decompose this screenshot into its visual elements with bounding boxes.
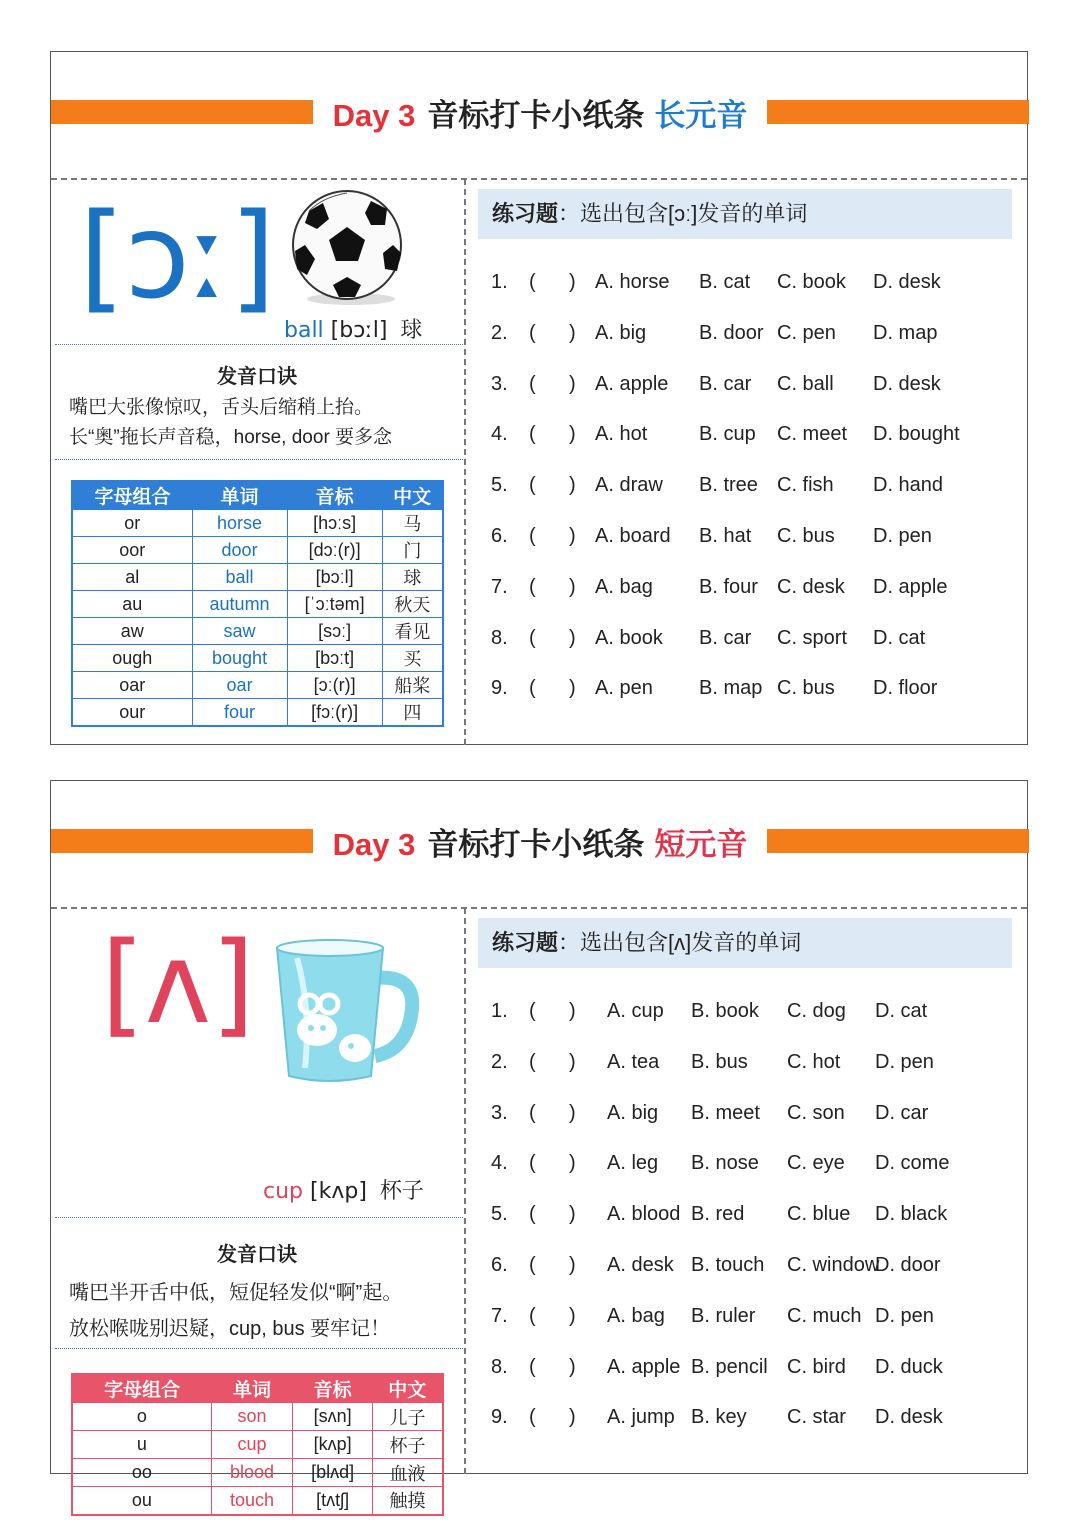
question-number: 9. [491, 677, 508, 700]
question-number: 6. [491, 1254, 508, 1276]
exercise-text: ：选出包含[ʌ]发音的单词 [558, 930, 802, 955]
table-cell: 血液 [372, 1459, 443, 1487]
table-cell: autumn [192, 591, 287, 618]
exercise-heading [478, 189, 1012, 239]
option-b: B. hat [699, 525, 752, 547]
option-a: A. apple [607, 1355, 681, 1378]
option-a: A. bag [607, 1304, 665, 1327]
table-cell: [kʌp] [293, 1431, 373, 1459]
option-d: D. car [875, 1101, 929, 1124]
option-b: B. touch [691, 1254, 765, 1276]
option-b: B. cat [699, 271, 751, 293]
option-c: C. meet [777, 423, 848, 446]
option-b: B. cup [699, 423, 756, 446]
option-b: B. car [699, 626, 752, 649]
example-word [284, 313, 422, 344]
table-cell: son [211, 1403, 292, 1431]
option-a: A. apple [595, 372, 669, 395]
table-cell: al [72, 564, 192, 591]
option-d: D. map [873, 321, 938, 344]
option-d: D. duck [875, 1355, 943, 1378]
table-row [72, 510, 443, 537]
question-item [491, 370, 993, 398]
table-cell: 买 [382, 645, 443, 672]
tips-title: 发音口诀 [217, 1244, 297, 1266]
table-cell: u [72, 1431, 211, 1459]
title-text: 音标打卡小纸条 [427, 98, 645, 133]
table-cell: ough [72, 645, 192, 672]
tips-line-2: 放松喉咙别迟疑，cup, bus 要牢记！ [69, 1318, 391, 1340]
example-word-ipa: [kʌp] [310, 1179, 367, 1204]
dotted-divider [55, 459, 463, 460]
phonetic-symbol: [ɔː] [79, 187, 276, 325]
option-d: D. come [875, 1152, 950, 1175]
table-row [72, 537, 443, 564]
option-c: C. son [787, 1101, 845, 1124]
option-c: C. bird [787, 1355, 846, 1378]
table-cell: or [72, 510, 192, 537]
question-item [491, 674, 993, 702]
answer-blank[interactable]: ( ) [529, 372, 576, 395]
question-item [491, 1048, 1005, 1076]
table-cell: 触摸 [372, 1487, 443, 1515]
question-item [491, 1302, 1005, 1330]
question-number: 2. [491, 321, 508, 344]
question-item [491, 268, 993, 296]
option-c: C. pen [777, 321, 836, 344]
option-b: B. nose [691, 1152, 759, 1175]
option-d: D. black [875, 1203, 948, 1226]
divider-vertical [464, 179, 466, 745]
table-cell: oar [192, 672, 287, 699]
tips-line-1: 嘴巴半开舌中低，短促轻发似“啊”起。 [69, 1282, 403, 1304]
question-item [491, 1251, 1005, 1279]
answer-blank[interactable]: ( ) [529, 575, 576, 598]
table-cell: cup [211, 1431, 292, 1459]
title-text: 音标打卡小纸条 [427, 827, 645, 862]
option-a: A. hot [595, 423, 648, 446]
option-a: A. book [595, 626, 663, 649]
table-header-cell: 音标 [287, 481, 382, 510]
table-cell: [dɔː(r)] [287, 537, 382, 564]
table-cell: [bɔːl] [287, 564, 382, 591]
example-word-ipa: [bɔːl] [330, 318, 388, 343]
soccer-ball-icon [289, 189, 409, 307]
example-word [263, 1174, 424, 1205]
option-d: D. desk [873, 372, 941, 395]
table-header-cell: 中文 [372, 1374, 443, 1403]
table-cell: 儿子 [372, 1403, 443, 1431]
option-a: A. big [595, 321, 647, 344]
table-row [72, 645, 443, 672]
table-cell: 船桨 [382, 672, 443, 699]
option-c: C. eye [787, 1152, 845, 1175]
question-number: 9. [491, 1406, 508, 1429]
option-a: A. cup [607, 1000, 664, 1022]
answer-blank[interactable]: ( ) [529, 321, 576, 344]
divider-vertical [464, 908, 466, 1474]
table-header-cell: 字母组合 [72, 1374, 211, 1403]
option-b: B. meet [691, 1101, 760, 1124]
option-d: D. cat [873, 626, 926, 649]
table-cell: oor [72, 537, 192, 564]
table-row [72, 591, 443, 618]
option-d: D. bought [873, 423, 960, 446]
table-header-row [72, 1374, 443, 1403]
option-d: D. apple [873, 575, 948, 598]
question-item [491, 1353, 1005, 1381]
question-number: 8. [491, 1355, 508, 1378]
table-row [72, 1459, 443, 1487]
table-cell: saw [192, 618, 287, 645]
table-row [72, 672, 443, 699]
option-c: C. desk [777, 575, 845, 598]
dotted-divider [55, 1348, 463, 1349]
table-header-row [72, 481, 443, 510]
table-cell: bought [192, 645, 287, 672]
option-a: A. board [595, 525, 671, 547]
question-number: 4. [491, 1152, 508, 1175]
card-title [313, 819, 767, 864]
option-a: A. draw [595, 474, 663, 497]
exercise-label: 练习题 [492, 201, 559, 226]
answer-blank[interactable]: ( ) [529, 423, 576, 446]
option-a: A. leg [607, 1152, 659, 1175]
option-c: C. ball [777, 372, 834, 395]
short-vowel-card [50, 780, 1028, 1512]
table-cell: ou [72, 1487, 211, 1515]
question-item [491, 471, 993, 499]
option-c: C. hot [787, 1050, 841, 1073]
mug-cup-icon [271, 938, 421, 1088]
example-word-main: ball [284, 318, 324, 343]
table-cell: 秋天 [382, 591, 443, 618]
table-cell: aw [72, 618, 192, 645]
question-number: 7. [491, 575, 508, 598]
question-number: 4. [491, 423, 508, 446]
table-cell: [tʌtʃ] [293, 1487, 373, 1515]
tips-line-1: 嘴巴大张像惊叹，舌头后缩稍上抬。 [69, 397, 374, 418]
tips-title: 发音口诀 [217, 366, 297, 388]
answer-blank[interactable]: ( ) [529, 1406, 576, 1429]
option-c: C. window [787, 1254, 880, 1276]
option-b: B. bus [691, 1050, 748, 1073]
option-b: B. tree [699, 474, 758, 497]
answer-blank[interactable]: ( ) [529, 474, 576, 497]
option-b: B. pencil [691, 1355, 768, 1378]
option-b: B. door [699, 321, 764, 344]
option-d: D. pen [873, 525, 932, 547]
header-bar-left [51, 829, 313, 853]
table-row [72, 564, 443, 591]
table-header-cell: 单词 [211, 1374, 292, 1403]
table-cell: door [192, 537, 287, 564]
table-cell: 看见 [382, 618, 443, 645]
question-item [491, 319, 993, 347]
table-row [72, 1487, 443, 1515]
question-number: 5. [491, 474, 508, 497]
option-b: B. red [691, 1203, 745, 1226]
option-c: C. much [787, 1304, 862, 1327]
answer-blank[interactable]: ( ) [529, 1050, 576, 1073]
table-cell: oar [72, 672, 192, 699]
answer-blank[interactable]: ( ) [529, 626, 576, 649]
example-word-chinese: 球 [400, 318, 423, 343]
answer-blank[interactable]: ( ) [529, 271, 576, 293]
question-number: 3. [491, 1101, 508, 1124]
table-header-cell: 单词 [192, 481, 287, 510]
table-cell: 马 [382, 510, 443, 537]
answer-blank[interactable]: ( ) [529, 1355, 576, 1378]
table-header-cell: 音标 [293, 1374, 373, 1403]
example-word-chinese: 杯子 [379, 1179, 424, 1204]
header-bar-right [767, 100, 1029, 124]
option-c: C. sport [777, 626, 848, 649]
question-item [491, 1099, 1005, 1127]
option-d: D. cat [875, 1000, 928, 1022]
option-c: C. bus [777, 677, 835, 700]
table-cell: our [72, 699, 192, 727]
table-cell: [sʌn] [293, 1403, 373, 1431]
answer-blank[interactable]: ( ) [529, 677, 576, 700]
answer-blank[interactable]: ( ) [529, 1304, 576, 1327]
table-header-cell: 中文 [382, 481, 443, 510]
table-header-cell: 字母组合 [72, 481, 192, 510]
phonetic-symbol: [ʌ] [101, 919, 255, 1049]
table-cell: ball [192, 564, 287, 591]
table-cell: oo [72, 1459, 211, 1487]
question-item [491, 1200, 1005, 1228]
tips-line-2: 长“奥”拖长声音稳，horse, door 要多念 [69, 427, 393, 448]
question-number: 7. [491, 1304, 508, 1327]
table-cell: horse [192, 510, 287, 537]
dotted-divider [55, 1217, 463, 1218]
question-number: 1. [491, 1000, 508, 1022]
subtitle-text: 短元音 [654, 827, 748, 862]
option-c: C. blue [787, 1203, 851, 1226]
dotted-divider [55, 344, 463, 345]
table-cell: [hɔːs] [287, 510, 382, 537]
table-cell: [blʌd] [293, 1459, 373, 1487]
question-number: 1. [491, 271, 508, 293]
option-a: A. jump [607, 1406, 675, 1429]
table-cell: o [72, 1403, 211, 1431]
table-cell: four [192, 699, 287, 727]
option-a: A. desk [607, 1254, 674, 1276]
question-item [491, 997, 1005, 1025]
table-cell: touch [211, 1487, 292, 1515]
question-number: 3. [491, 372, 508, 395]
answer-blank[interactable]: ( ) [529, 525, 576, 547]
question-number: 8. [491, 626, 508, 649]
table-cell: [bɔːt] [287, 645, 382, 672]
question-item [491, 1149, 1005, 1177]
phonics-table [71, 480, 444, 727]
table-cell: blood [211, 1459, 292, 1487]
exercise-text: ：选出包含[ɔː]发音的单词 [558, 201, 808, 226]
question-number: 6. [491, 525, 508, 547]
question-item [491, 522, 993, 550]
option-a: A. big [607, 1101, 659, 1124]
question-item [491, 573, 993, 601]
option-d: D. floor [873, 677, 938, 700]
day-label: Day 3 [332, 827, 416, 862]
answer-blank[interactable]: ( ) [529, 1101, 576, 1124]
left-panel [51, 179, 463, 745]
header-bar-left [51, 100, 313, 124]
option-a: A. horse [595, 271, 670, 293]
table-cell: 四 [382, 699, 443, 727]
table-cell: [ˈɔːtəm] [287, 591, 382, 618]
question-item [491, 1403, 1005, 1431]
option-a: A. pen [595, 677, 653, 700]
table-cell: [sɔː] [287, 618, 382, 645]
long-vowel-card [50, 51, 1028, 745]
option-a: A. tea [607, 1050, 660, 1073]
answer-blank[interactable]: ( ) [529, 1152, 576, 1175]
option-b: B. key [691, 1406, 747, 1429]
option-b: B. book [691, 1000, 759, 1022]
answer-blank[interactable]: ( ) [529, 1254, 576, 1276]
option-d: D. desk [875, 1406, 943, 1429]
option-c: C. dog [787, 1000, 846, 1022]
table-cell: 门 [382, 537, 443, 564]
table-cell: [ɔː(r)] [287, 672, 382, 699]
option-d: D. desk [873, 271, 941, 293]
option-d: D. pen [875, 1304, 934, 1327]
option-d: D. hand [873, 474, 944, 497]
option-d: D. pen [875, 1050, 934, 1073]
option-c: C. fish [777, 474, 834, 497]
table-row [72, 699, 443, 727]
left-panel [51, 908, 463, 1512]
answer-blank[interactable]: ( ) [529, 1000, 576, 1022]
question-item [491, 624, 993, 652]
phonics-table [71, 1373, 444, 1516]
option-a: A. bag [595, 575, 653, 598]
table-cell: 杯子 [372, 1431, 443, 1459]
option-b: B. four [699, 575, 758, 598]
option-c: C. book [777, 271, 846, 293]
table-cell: [fɔː(r)] [287, 699, 382, 727]
table-cell: 球 [382, 564, 443, 591]
option-b: B. car [699, 372, 752, 395]
day-label: Day 3 [332, 98, 416, 133]
table-row [72, 618, 443, 645]
option-a: A. blood [607, 1203, 681, 1226]
option-b: B. ruler [691, 1304, 756, 1327]
question-item [491, 420, 993, 448]
option-c: C. star [787, 1406, 846, 1429]
option-d: D. door [875, 1254, 941, 1276]
header-bar-right [767, 829, 1029, 853]
answer-blank[interactable]: ( ) [529, 1203, 576, 1226]
option-c: C. bus [777, 525, 835, 547]
exercise-heading [478, 918, 1012, 968]
table-row [72, 1431, 443, 1459]
exercise-label: 练习题 [492, 930, 559, 955]
card-title [313, 90, 767, 135]
question-number: 2. [491, 1050, 508, 1073]
question-number: 5. [491, 1203, 508, 1226]
table-row [72, 1403, 443, 1431]
option-b: B. map [699, 677, 763, 700]
example-word-main: cup [263, 1179, 304, 1204]
subtitle-text: 长元音 [654, 98, 748, 133]
table-cell: au [72, 591, 192, 618]
